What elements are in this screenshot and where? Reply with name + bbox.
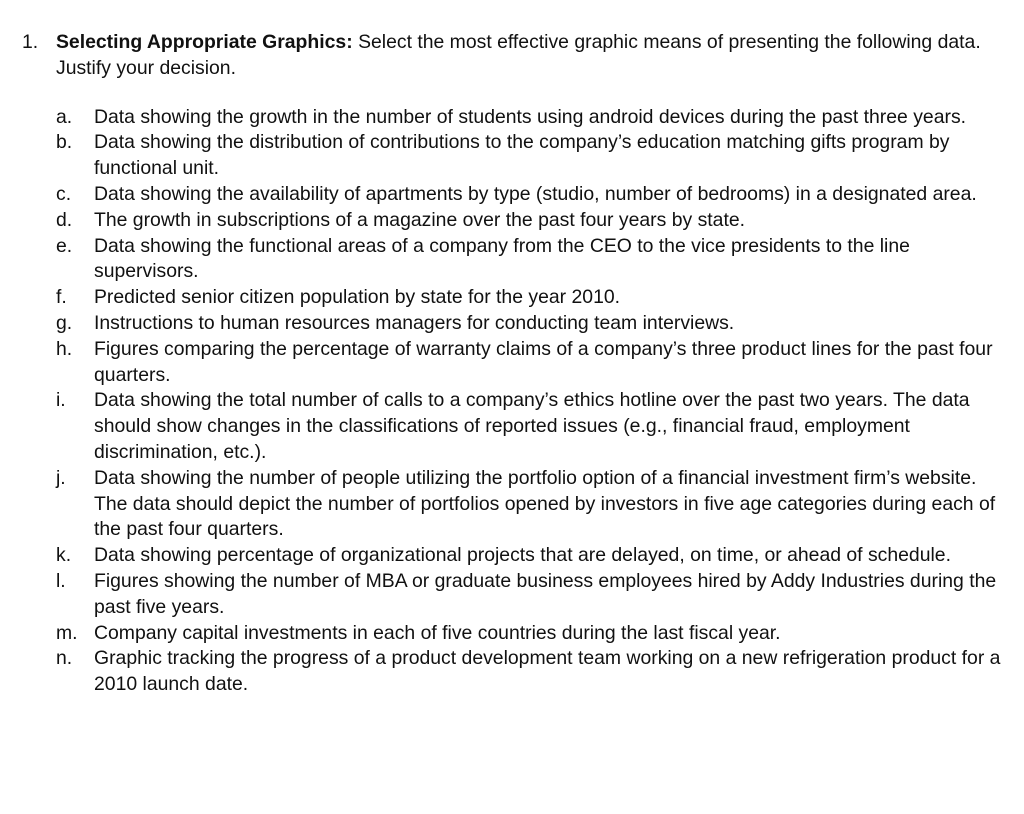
item-letter: e. [56,234,73,257]
item-letter: g. [56,311,73,334]
item-text: Predicted senior citizen population by state for the year 2010. [94,286,621,309]
item-text: Data showing percentage of organizational projects that are delayed, on time, or ahead of schedule. [94,544,951,567]
list-item-n [56,646,1012,698]
document-page [22,30,1012,698]
item-letter: j. [56,466,66,489]
item-letter: h. [56,337,73,360]
list-item-b [56,130,1012,182]
item-text: Data showing the functional areas of a company from the CEO to the vice presidents to the line supervisors. [94,234,910,283]
question-number: 1. [22,31,39,53]
item-text: The growth in subscriptions of a magazine over the past four years by state. [94,208,745,231]
item-text: Data showing the distribution of contributions to the company’s education matching gifts program by functional unit. [94,131,950,180]
list-item-d [56,208,1012,234]
list-item-g [56,311,1012,337]
list-item-m [56,621,1012,647]
item-text: Data showing the number of people utilizing the portfolio option of a financial investment firm’s website. The data should depict the number of portfolios opened by investors in five age categories during each of the past four quarters. [94,466,996,541]
item-text: Data showing the total number of calls to a company’s ethics hotline over the past two years. The data should show changes in the classifications of reported issues (e.g., financial fraud, employment discrimination, etc.). [94,389,970,463]
item-text: Graphic tracking the progress of a product development team working on a new refrigeration product for a 2010 launch date. [94,647,1001,696]
item-text: Instructions to human resources managers for conducting team interviews. [94,311,735,334]
item-letter: n. [56,647,73,670]
question-body [56,30,1012,698]
item-letter: d. [56,208,73,231]
item-text: Figures comparing the percentage of warranty claims of a company’s three product lines for the past four quarters. [94,337,993,386]
item-text: Data showing the growth in the number of students using android devices during the past three years. [94,105,967,128]
list-item-h [56,337,1012,389]
list-item-k [56,543,1012,569]
question-text: Select the most effective graphic means of presenting the following data. Justify your decision. [56,31,981,79]
list-item-e [56,234,1012,286]
list-item-i [56,388,1012,465]
list-item-a [56,105,1012,131]
item-list [56,105,1012,698]
list-item-c [56,182,1012,208]
item-letter: m. [56,621,78,644]
question-prompt [56,30,1012,82]
list-item-f [56,285,1012,311]
item-text: Figures showing the number of MBA or graduate business employees hired by Addy Industries during the past five years. [94,569,997,618]
item-letter: i. [56,389,66,412]
question-1 [22,30,1012,698]
item-letter: l. [56,569,66,592]
item-letter: a. [56,105,73,128]
item-letter: k. [56,544,72,567]
item-text: Data showing the availability of apartments by type (studio, number of bedrooms) in a designated area. [94,182,977,205]
item-letter: b. [56,131,73,154]
item-letter: c. [56,182,72,205]
item-text: Company capital investments in each of five countries during the last fiscal year. [94,621,781,644]
list-item-j [56,466,1012,543]
item-letter: f. [56,286,67,309]
question-title: Selecting Appropriate Graphics: [56,31,353,53]
list-item-l [56,569,1012,621]
